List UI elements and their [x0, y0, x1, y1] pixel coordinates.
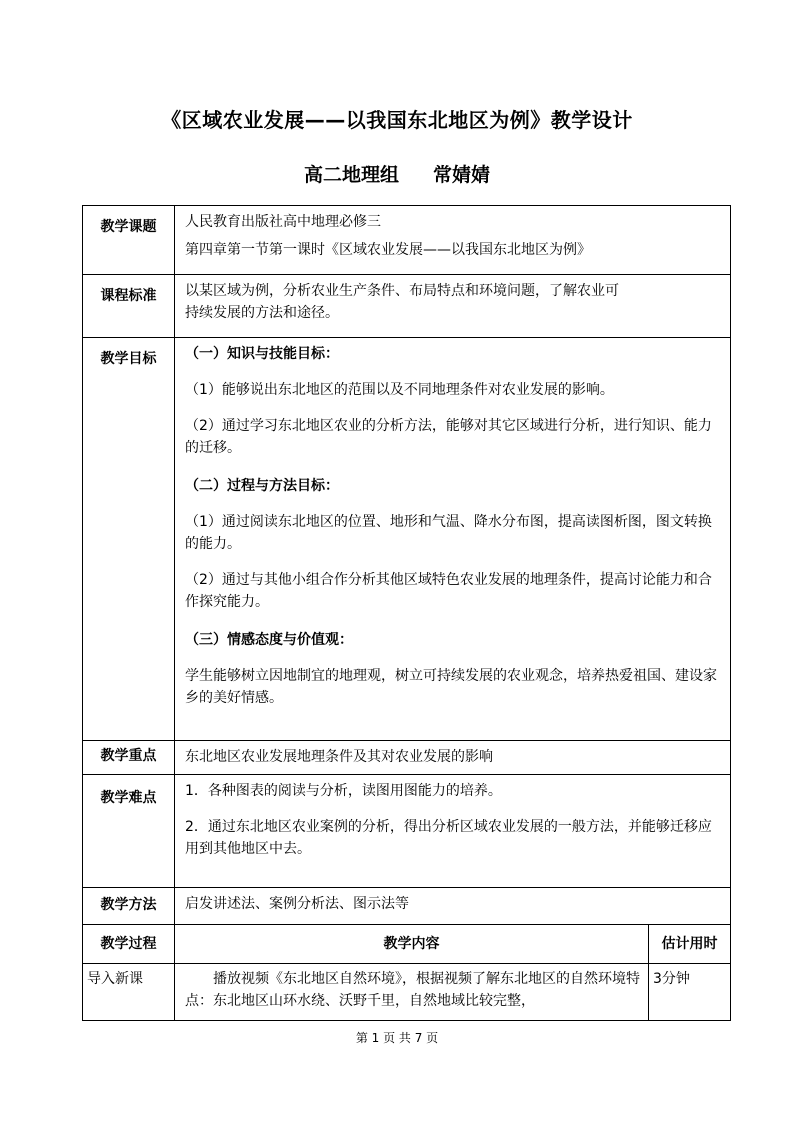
- objective-knowledge-1: （1）能够说出东北地区的范围以及不同地理条件对农业发展的影响。: [185, 382, 614, 398]
- column-header-stage: 教学过程: [83, 925, 175, 964]
- standard-line-2: 持续发展的方法和途径。: [185, 305, 339, 321]
- objectives-content: [175, 338, 731, 741]
- objective-heading-process: （二）过程与方法目标：: [185, 478, 339, 494]
- objective-heading-knowledge: （一）知识与技能目标：: [185, 346, 339, 362]
- table-row-objectives: [83, 338, 731, 741]
- table-row-difficulty: [83, 775, 731, 888]
- stage-intro: 导入新课: [83, 964, 175, 1021]
- method-content: 启发讲述法、案例分析法、图示法等: [175, 888, 731, 925]
- table-row-method: [83, 888, 731, 925]
- topic-line-2: 第四章第一节第一课时《区域农业发展——以我国东北地区为例》: [185, 242, 591, 258]
- keypoint-content: 东北地区农业发展地理条件及其对农业发展的影响: [175, 741, 731, 775]
- row-label-difficulty: 教学难点: [83, 775, 175, 888]
- objective-emotion-1: 学生能够树立因地制宜的地理观，树立可持续发展的农业观念，培养热爱祖国、建设家乡的美好情感。: [185, 668, 717, 706]
- topic-content: [175, 206, 731, 275]
- column-header-time: 估计用时: [649, 925, 731, 964]
- objective-process-1: （1）通过阅读东北地区的位置、地形和气温、降水分布图，提高读图析图，图文转换的能力。: [185, 514, 712, 552]
- table-row-process-header: [83, 925, 731, 964]
- table-row-keypoint: [83, 741, 731, 775]
- row-label-keypoint: 教学重点: [83, 741, 175, 775]
- table-row-intro: [83, 964, 731, 1021]
- objective-knowledge-2: （2）通过学习东北地区农业的分析方法，能够对其它区域进行分析，进行知识、能力的迁移。: [185, 418, 712, 456]
- difficulty-item-1: 1．各种图表的阅读与分析，读图用图能力的培养。: [185, 783, 502, 799]
- row-label-method: 教学方法: [83, 888, 175, 925]
- row-label-objectives: 教学目标: [83, 338, 175, 741]
- page-footer: 第 1 页 共 7 页: [355, 1031, 439, 1045]
- intro-time: 3分钟: [649, 964, 731, 1021]
- column-header-content: 教学内容: [175, 925, 649, 964]
- difficulty-item-2: 2．通过东北地区农业案例的分析，得出分析区域农业发展的一般方法，并能够迁移应用到其他地区中去。: [185, 819, 712, 857]
- teaching-group: 高二地理组: [303, 164, 399, 186]
- row-label-topic: 教学课题: [83, 206, 175, 275]
- standard-line-1: 以某区域为例，分析农业生产条件、布局特点和环境问题，了解农业可: [185, 283, 619, 299]
- objective-process-2: （2）通过与其他小组合作分析其他区域特色农业发展的地理条件，提高讨论能力和合作探究能力。: [185, 572, 712, 610]
- author-name: 常婧婧: [433, 164, 491, 186]
- intro-content: 播放视频《东北地区自然环境》，根据视频了解东北地区的自然环境特点：东北地区山环水绕、沃野千里，自然地域比较完整，: [175, 964, 649, 1021]
- standard-content: [175, 275, 731, 338]
- topic-line-1: 人民教育出版社高中地理必修三: [185, 214, 381, 230]
- table-row-topic: [83, 206, 731, 275]
- objective-heading-emotion: （三）情感态度与价值观：: [185, 632, 353, 648]
- lesson-plan-table: [82, 205, 731, 1021]
- author-line: [0, 160, 794, 187]
- document-title: 《区域农业发展——以我国东北地区为例》教学设计: [161, 108, 633, 132]
- table-row-standard: [83, 275, 731, 338]
- difficulty-content: [175, 775, 731, 888]
- row-label-standard: 课程标准: [83, 275, 175, 338]
